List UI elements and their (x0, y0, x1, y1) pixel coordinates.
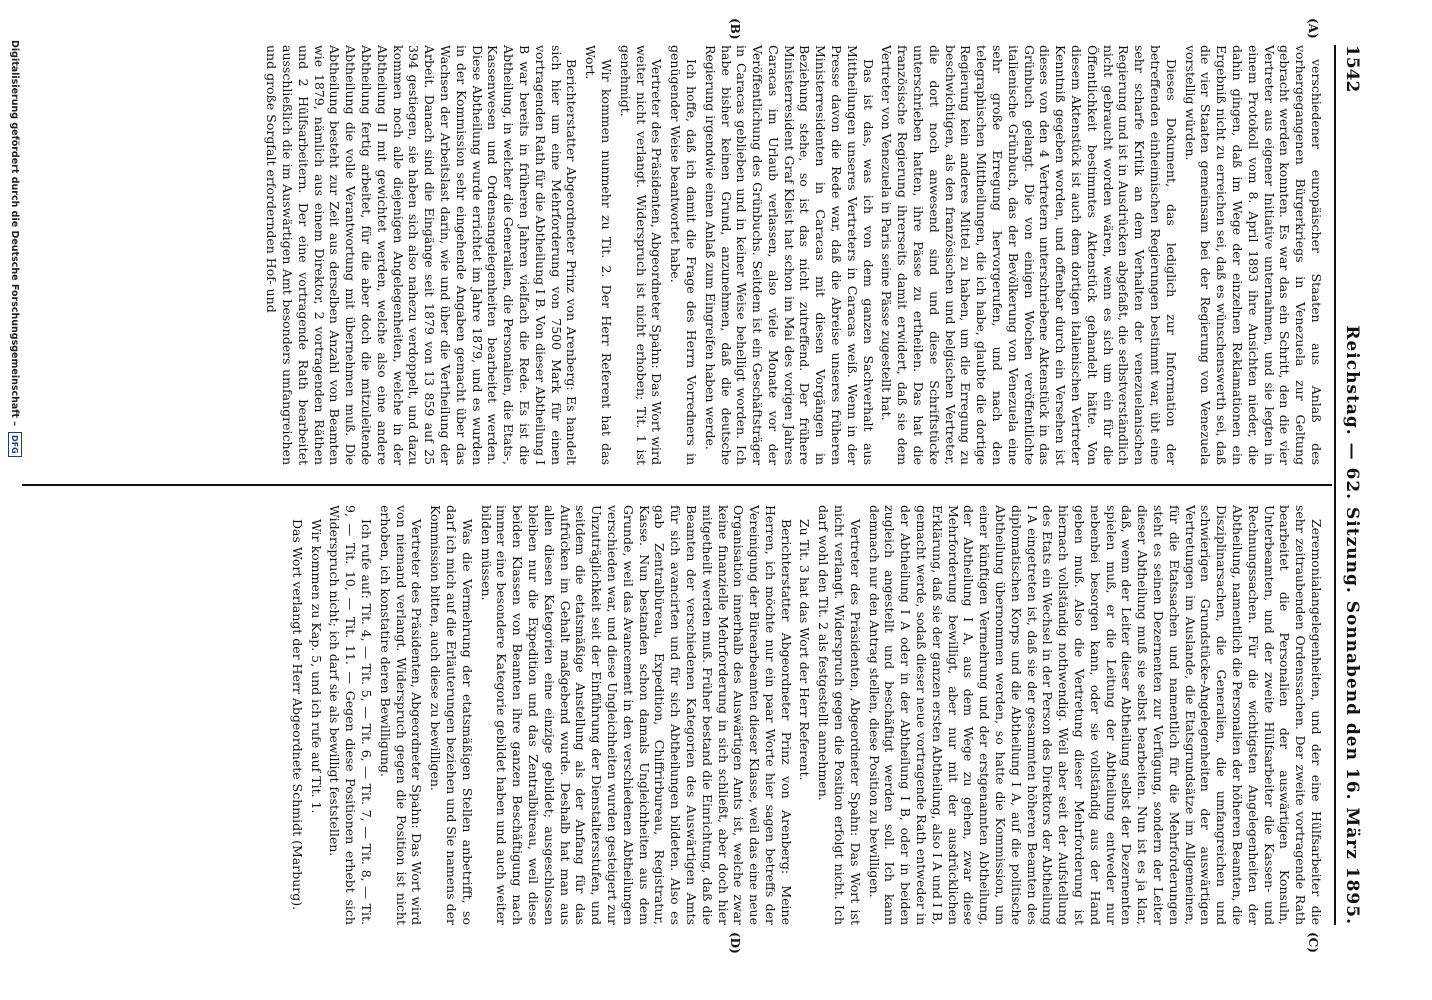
paragraph: Ich rufe auf: Tit. 4, — Tit. 5, — Tit. 6, — Tit. 7, — Tit. 8, — Tit. 9, — Tit. 10, — Tit. 11. — Gegen diese Positionen erhebt sich Widerspruch nicht; ich darf sie als bewilligt feststellen. (327, 505, 374, 925)
paragraph: verschiedener europäischer Staaten aus Anlaß des vorhergegangenen Bürgerkriegs in Venezuela zur Geltung gebracht werden konnten. Es war das ein Schritt, den die vier Vertreter aus eigener Initiative unternahmen, und sie legten in einem Protokoll vom 8. April 1893 ihre Ansichten nieder, die dahin gingen, daß im Wege der einzelnen Reklamationen ein Ergebniß nicht zu erreichen sei, daß es wünschenswerth sei, daß die vier Staaten gemeinsam bei der Regierung von Venezuela vorstellig würden. (1182, 45, 1324, 465)
column-divider (22, 484, 1332, 486)
paragraph: Dieses Dokument, das lediglich zur Information der betreffenden einheimischen Regierungen bestimmt war, übt eine sehr scharfe Kritik an dem Verhalten der venezuelanischen Regierung und ist in Ausdrücken abgefaßt, die selbstverständlich nicht gebraucht worden wären, wenn es sich um ein für die Öffentlichkeit bestimmtes Aktenstück gehandelt hätte. Von diesem Aktenstück ist auch dem dortigen italienischen Vertreter Kenntniß gegeben worden, und offenbar durch ein Versehen ist dieses von den 4 Vertretern unterschriebene Aktenstück in das Grünbuch gelangt. Die von einigen Wochen veröffentlichte italienische Grünbuch, das der Bevölkerung von Venezuela eine sehr große Erregung hervorgerufen, und nach den telegraphischen Mittheilungen, die ich habe, glaubte die dortige Regierung kein anderes Mittel zu haben, um die Erregung zu beschwichtigen, als den französischen und belgischen Vertreter, die dort noch anwesend sind und diese Schriftstücke unterschrieben hatten, ihre Pässe zu ertheilen. Das hat die französische Regierung ihrerseits damit erwidert, daß sie dem Vertreter von Venezuela in Paris seine Pässe zugestellt hat. (879, 45, 1179, 465)
paragraph: Wir kommen nunmehr zu Tit. 2. Der Herr Referent hat das Wort. (583, 45, 614, 465)
paragraph: Das Wort verlangt der Herr Abgeordnete Schmidt (Marburg). (289, 519, 305, 911)
paragraph: Zu Tit. 3 hat das Wort der Herr Referent. (797, 519, 813, 781)
paragraph: Wir kommen zu Kap. 5, und ich rufe auf Tit. 1. (308, 519, 324, 814)
left-text-column (24, 45, 1324, 465)
paragraph: Berichterstatter Abgeordneter Prinz von Arenberg: Es handelt sich hier um eine Mehrforderung von 7500 Mark für einen vortragenden Rath für die Abtheilung I B. Von dieser Abtheilung I B war bereits in früheren Jahren vielfach die Rede. Es ist die Abtheilung, in welcher die Generalien, die Personalien, die Etats-, Kassenwesen und Ordensangelegenheiten bearbeitet werden. Diese Abtheilung wurde errichtet im Jahre 1879, und es wurden in der Kommission sehr eingehende Angaben gemacht über das Wachsen der Arbeitslast darin, wie und über die Vertheilung der Arbeit. Danach sind die Eingänge seit 1879 von 13 859 auf 25 394 gestiegen, sie haben sich also nahezu verdoppelt, und dazu kommen noch alle diejenigen Angelegenheiten, welche in der Abtheilung II mit gewichtet werden, welche also eine andere Abtheilung fertig arbeitet, für die aber doch die mitzuleitende Abtheilung die volle Verantwortung mit übernehmen muß. Die Abtheilung besteht zur Zeit aus derselben Anzahl von Beamten wie 1879, nämlich aus einem Direktor, 2 vortragenden Räthen und 2 Hülfsarbeitern. Der eine vortragende Rath bearbeitet ausschließlich die im Auswärtigen Amt besonders umfangreichen und große Sorgfalt erfordernden Hof- und (264, 45, 580, 465)
margin-mark-a: (A) (1306, 18, 1320, 39)
paragraph: Berichterstatter Abgeordneter Prinz von Arenberg: Meine Herren, ich möchte nur ein paar Worte hier sagen betreffs der Vereinigung der Bürearbeamten dieser Klasse, weil das eine neue Organisation innerhalb des Auswärtigen Amts ist, welche zwar keine finanzielle Mehrforderung in sich schließt, aber doch hier mitgetheilt werden muß. Früher bestand die Einrichtung, daß die Beamten der verschiedenen Kategorien des Auswärtigen Amts für sich avancirten und für sich Abtheilungen bildeten. Also es gab Zentralbüreau, Expedition, Chiffrirbureau, Registratur, Kasse. Nun bestanden schon damals Ungleichheiten aus dem Grunde, weil das Avancement in den verschiedenen Abtheilungen verschieden war, und diese Ungleichheiten wurden gesteigert zur Unzuträglichkeit seit der Einführung der Dienstaltersstufen, und seitdem die etatsmäßige Anstellung als der Anfang für das Aufrücken im Gehalt maßgebend wurde. Deshalb hat man aus allen diesen Kategorien eine einzige gebildet; ausgeschlossen bleiben nur die Expedition und das Zentralbüreau, weil diese beiden Klassen von Beamten ihre ganzen Beschäftigung nach immer eine besondere Kategorie gebildet haben und auch weiter bilden müssen. (478, 505, 794, 925)
margin-mark-d: (D) (728, 932, 742, 954)
paragraph: Zeremonialangelegenheiten, und der eine Hülfsarbeiter die sehr zeitraubenden Ordenssachen. Der zweite vortragende Rath bearbeitet die Personalien der auswärtigen Konsuln, Unterbeamten, und der zweite Hülfsarbeiter die Kassen- und Rechnungssachen. Für die wichtigsten Angelegenheiten der Abtheilung, namentlich die Personalien der höheren Beamten, die Disziplinarsachen, die Generalien, die umfangreichen und schwierigen Grundstücke-Angelegenheiten der auswärtigen Vertretungen im Auslande, die Etatsgrundsätze im Allgemeinen, für die Etatssachen und namentlich für die Mehrforderungen steht es seinen Dezernenten zur Verfügung, sondern der Leiter dieser Abtheilung muß sie selbst bearbeiten. Nun ist es ja klar, daß, wenn der Leiter dieser Abtheilung selbst der Dezernenten spielen muß, er die Leitung der Abtheilung entweder nur nebenbei besorgen kann, oder sie vollständig aus der Hand geben muß. Also die Vertretung dieser Mehrforderung ist hiernach vollständig nothwendig. Weil aber seit der Aufstellung des Etats ein Wechsel in der Person des Direktors der Abtheilung I A eingetreten ist, daß sie der gesammten höheren Beamten des diplomatischen Korps und die Abtheilung I A, auf die politische Abtheilung übernommen werden, so hatte die Kommission, um einer künftigen Vermehrung und der erstgenannten Abtheilung, der Abtheilung I A, aus dem Wege zu gehen, zwar diese Mehrforderung bewilligt, aber nur mit der ausdrücklichen Erklärung, daß sie der ganzen ersten Abtheilung, also I A und I B, gemacht werde, sodaß dieser neue vortragende Rath entweder in der Abtheilung I A oder in der Abtheilung I B, oder in beiden zugleich angestellt und beschäftigt werden soll. Ich kann demnach nur den Antrag stellen, diese Position zu bewilligen. (866, 505, 1324, 925)
paragraph: Was die Vermehrung der etatsmäßigen Stellen anbetrifft, so darf ich mich auf die Erläuterungen beziehen und Sie namens der Kommission bitten, auch diese zu bewilligen. (428, 505, 475, 925)
margin-mark-b: (B) (728, 18, 742, 40)
digitization-credit (8, 40, 22, 920)
paragraph: Vertreter des Präsidenten, Abgeordneter Spahn: Das Wort wird weiter nicht verlangt. Widerspruch ist nicht erhoben; Tit. 1 ist genehmigt. (617, 45, 665, 465)
paragraph: Das ist das, was ich von dem ganzen Sachverhalt aus Mittheilungen unseres Vertreters in Caracas weiß. Wenn in der Presse davon die Rede war, daß die Abreise unseres früheren Ministerresidenten in Caracas mit diesen Vorgängen in Beziehung stehe, so ist das nicht zutreffend. Der frühere Ministerresident Graf Kleist hat schon im Mai des vorigen Jahres Caracas im Urlaub verlassen, also viele Monate vor der Veröffentlichung des Grünbuchs. Seitdem ist ein Geschäftsträger in Caracas geblieben und in keiner Weise behelligt worden. Ich habe bisher keinen Grund, anzunehmen, daß die deutsche Regierung irgendwie einen Anlaß zum Eingreifen haben werde. (702, 45, 876, 465)
margin-mark-c: (C) (1306, 932, 1320, 953)
page-number: 1542 (1342, 45, 1362, 93)
paragraph: Ich hoffe, daß ich damit die Frage des Herrn Vorredners in genügender Weise beantwortet habe. (668, 45, 699, 465)
credit-text: Digitalisierung gefördert durch die Deutsche Forschungsgemeinschaft – (9, 40, 21, 427)
page-header (1334, 45, 1392, 925)
paragraph: Vertreter des Präsidenten, Abgeordneter Spahn: Das Wort wird von niemand verlangt. Widerspruch gegen die Position ist nicht erhoben, ich konstatire deren Bewilligung. (377, 505, 425, 925)
page-title: Reichstag. — 62. Sitzung. Sonnabend den 16. März 1895. (1342, 325, 1362, 925)
paragraph: Vertreter des Präsidenten, Abgeordneter Spahn: Das Wort ist nicht verlangt. Widerspruch gegen die Position erfolgt nicht. Ich darf wohl den Tit. 2 als festgestellt annehmen. (816, 505, 863, 925)
dfg-logo: DFG (8, 432, 22, 457)
right-text-column (24, 505, 1324, 925)
